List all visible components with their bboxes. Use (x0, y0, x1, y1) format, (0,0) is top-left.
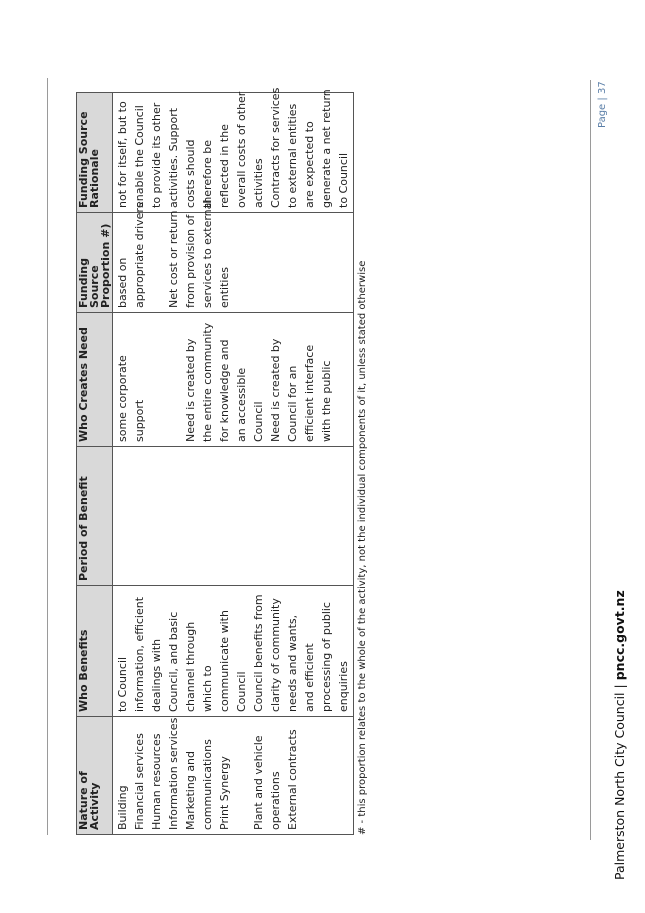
cell-line: the entire community (201, 322, 214, 442)
footer-council-name: Palmerston North City Council (612, 692, 627, 880)
cell-line: enquiries (337, 661, 350, 712)
cell-line: Building (116, 785, 129, 830)
cell-line: services to external (201, 199, 214, 308)
cell-line: an accessible (235, 367, 248, 442)
cell-line: Print Synergy (218, 756, 231, 830)
cell-line: Council benefits from (252, 594, 265, 712)
table-row (113, 93, 354, 835)
cell-line: and efficient (303, 643, 316, 712)
cell-line: operations (269, 771, 282, 830)
cell-line: needs and wants, (286, 614, 299, 712)
cell-line: are expected to (303, 121, 316, 208)
cell-line: Council for an (286, 365, 299, 442)
cell-line: which to (201, 665, 214, 712)
cell-line: External contracts (286, 729, 299, 830)
cell-line: Need is created by (269, 338, 282, 442)
cell-line: generate a net return (320, 89, 333, 208)
footer-separator: | (612, 684, 627, 689)
cell-funding-rationale (113, 87, 354, 213)
cell-line: Net cost or return (167, 210, 180, 308)
cell-line: not for itself, but to (116, 101, 129, 208)
header-period-of-benefit: Period of Benefit (77, 447, 113, 586)
cell-line: clarity of community (269, 598, 282, 712)
header-who-creates-need: Who Creates Need (77, 313, 113, 447)
cell-line: therefore be (201, 140, 214, 208)
cell-line: Human resources (150, 733, 163, 830)
cell-line (233, 721, 250, 830)
cell-line (148, 217, 165, 308)
cell-line: to provide its other (150, 102, 163, 208)
cell-line (148, 317, 165, 442)
cell-line: costs should (184, 139, 197, 208)
cell-line (165, 317, 182, 442)
cell-line: based on (116, 257, 129, 308)
cell-line: some corporate (116, 355, 129, 442)
cell-line: appropriate drivers (133, 202, 146, 308)
cell-line: to external entities (286, 103, 299, 208)
cell-line: reflected in the (218, 124, 231, 208)
cell-line: Council (235, 671, 248, 712)
cell-line: Information services (167, 717, 180, 830)
cell-line: to Council (116, 656, 129, 712)
cell-who-creates-need (113, 313, 354, 447)
table-header-row (77, 93, 113, 835)
page-number-value: 37 (597, 81, 608, 95)
header-nature-of-activity: Nature of Activity (77, 717, 113, 835)
page-label: Page (597, 103, 608, 128)
cell-line: Plant and vehicle (252, 735, 265, 830)
cell-line: Marketing and (184, 750, 197, 830)
right-rule (590, 80, 591, 840)
cell-line: for knowledge and (218, 339, 231, 442)
cell-line: Council, and basic (167, 611, 180, 712)
cell-line: Financial services (133, 733, 146, 830)
cell-period-of-benefit (113, 447, 354, 586)
cell-line: information, efficient (133, 596, 146, 712)
activity-table-container (76, 87, 368, 835)
cell-line: activities. Support (167, 107, 180, 208)
left-rule (47, 78, 48, 835)
cell-line: dealings with (150, 638, 163, 712)
cell-line: from provision of (184, 214, 197, 308)
cell-line: Council (252, 401, 265, 442)
cell-line: Need is created by (184, 338, 197, 442)
cell-line: efficient interface (303, 344, 316, 442)
cell-line: to Council (337, 152, 350, 208)
page-footer (612, 590, 632, 880)
cell-line: enable the Council (133, 105, 146, 208)
cell-line: channel through (184, 621, 197, 712)
page-number (597, 68, 611, 128)
cell-line: processing of public (320, 602, 333, 712)
footnote: # - this proportion relates to the whole of the activity, not the individual components of it, unless stated otherwise (357, 260, 368, 835)
header-who-benefits: Who Benefits (77, 586, 113, 717)
cell-funding-proportion (113, 199, 354, 313)
cell-line: support (133, 399, 146, 442)
cell-line: Contracts for services (269, 87, 282, 208)
cell-line: overall costs of other (235, 91, 248, 208)
cell-line: entities (218, 267, 231, 308)
header-funding-proportion: Funding Source Proportion #) (77, 213, 113, 313)
page-separator: | (597, 97, 608, 101)
cell-line: activities (252, 158, 265, 208)
cell-line: communications (201, 739, 214, 830)
cell-nature-of-activity (113, 717, 354, 835)
footer-website-link[interactable]: pncc.govt.nz (612, 590, 627, 681)
cell-line: with the public (320, 360, 333, 442)
cell-who-benefits (113, 586, 354, 717)
cell-line: communicate with (218, 610, 231, 712)
header-funding-rationale: Funding Source Rationale (77, 93, 113, 213)
activity-funding-table (76, 87, 354, 835)
